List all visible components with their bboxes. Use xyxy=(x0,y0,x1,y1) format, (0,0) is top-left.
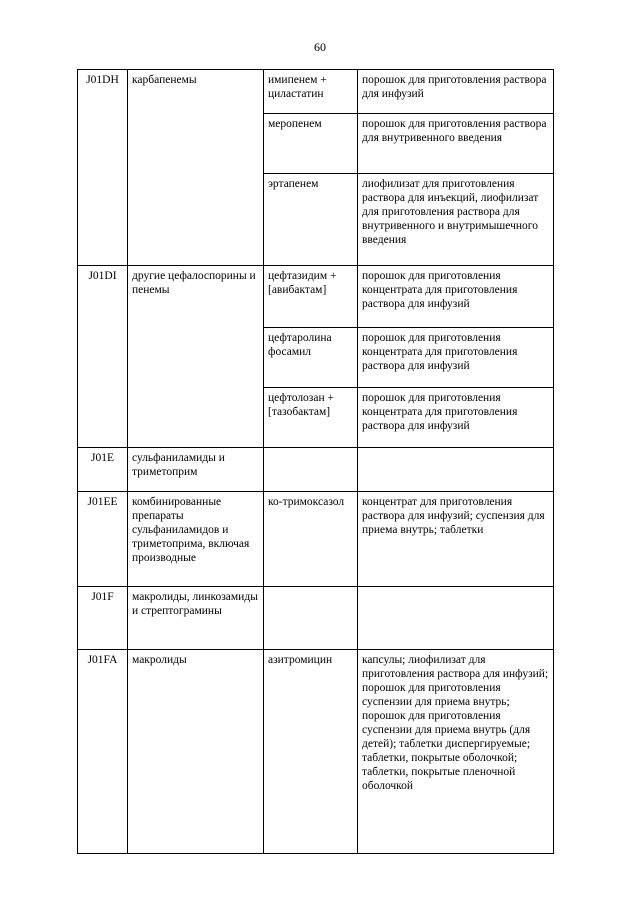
drug-table xyxy=(77,69,554,854)
form-cell: порошок для приготовления концентрата для приготовления раствора для инфузий xyxy=(358,266,554,328)
form-cell xyxy=(358,448,554,492)
atc-code-cell xyxy=(78,174,128,266)
group-cell xyxy=(128,174,264,266)
group-cell xyxy=(128,388,264,448)
inn-cell xyxy=(264,448,358,492)
atc-code-cell: J01F xyxy=(78,587,128,650)
atc-code-cell xyxy=(78,388,128,448)
inn-cell: цефтаролина фосамил xyxy=(264,328,358,388)
form-cell: лиофилизат для приготовления раствора для инъекций, лиофилизат для приготовления раствора для внутривенного и внутримышечного введения xyxy=(358,174,554,266)
inn-cell: эртапенем xyxy=(264,174,358,266)
table-row xyxy=(78,114,554,174)
form-cell: порошок для приготовления раствора для внутривенного введения xyxy=(358,114,554,174)
form-cell: порошок для приготовления раствора для инфузий xyxy=(358,70,554,114)
group-cell: другие цефалоспорины и пенемы xyxy=(128,266,264,328)
inn-cell: имипенем + циластатин xyxy=(264,70,358,114)
group-cell: макролиды, линкозамиды и стрептограмины xyxy=(128,587,264,650)
atc-code-cell: J01E xyxy=(78,448,128,492)
inn-cell: цефтолозан + [тазобактам] xyxy=(264,388,358,448)
inn-cell: меропенем xyxy=(264,114,358,174)
atc-code-cell xyxy=(78,114,128,174)
atc-code-cell xyxy=(78,328,128,388)
atc-code-cell: J01DH xyxy=(78,70,128,114)
form-cell: капсулы; лиофилизат для приготовления раствора для инфузий; порошок для приготовления суспензии для приема внутрь; порошок для приготовления суспензии для приема внутрь (для детей); таблетки диспергируемые; таблетки, покрытые оболочкой; таблетки, покрытые пленочной оболочкой xyxy=(358,650,554,854)
table-row xyxy=(78,388,554,448)
inn-cell xyxy=(264,587,358,650)
form-cell: порошок для приготовления концентрата для приготовления раствора для инфузий xyxy=(358,328,554,388)
form-cell xyxy=(358,587,554,650)
atc-code-cell: J01FA xyxy=(78,650,128,854)
atc-code-cell: J01DI xyxy=(78,266,128,328)
table-row xyxy=(78,492,554,587)
form-cell: порошок для приготовления концентрата для приготовления раствора для инфузий xyxy=(358,388,554,448)
atc-code-cell: J01EE xyxy=(78,492,128,587)
group-cell: сульфаниламиды и триметоприм xyxy=(128,448,264,492)
table-row xyxy=(78,266,554,328)
group-cell xyxy=(128,328,264,388)
inn-cell: цефтазидим + [авибактам] xyxy=(264,266,358,328)
form-cell: концентрат для приготовления раствора для инфузий; суспензия для приема внутрь; таблетки xyxy=(358,492,554,587)
group-cell: комбинированные препараты сульфаниламидов и триметоприма, включая производные xyxy=(128,492,264,587)
table-row xyxy=(78,650,554,854)
page-number: 60 xyxy=(314,40,326,54)
group-cell: карбапенемы xyxy=(128,70,264,114)
table-row xyxy=(78,448,554,492)
table-row xyxy=(78,174,554,266)
inn-cell: азитромицин xyxy=(264,650,358,854)
group-cell: макролиды xyxy=(128,650,264,854)
inn-cell: ко-тримоксазол xyxy=(264,492,358,587)
table-row xyxy=(78,587,554,650)
table-row xyxy=(78,70,554,114)
group-cell xyxy=(128,114,264,174)
table-row xyxy=(78,328,554,388)
